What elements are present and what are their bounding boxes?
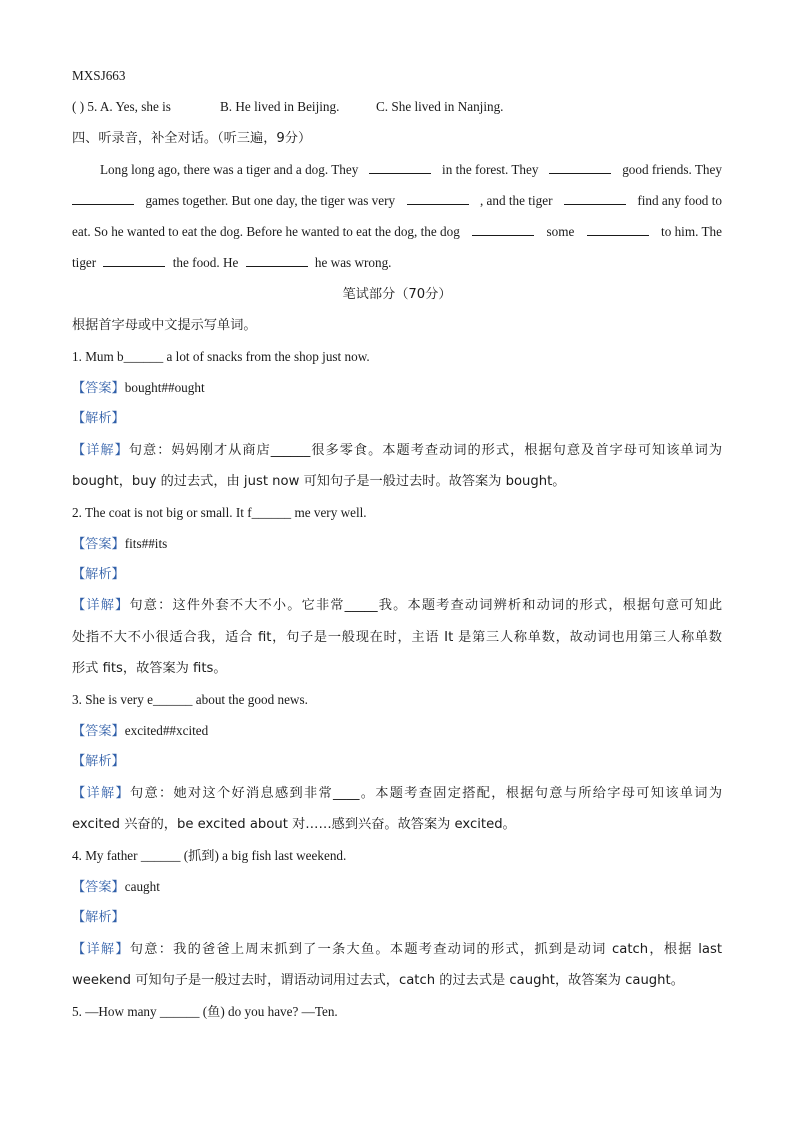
section-4-title: 四、听录音，补全对话。（听三遍，9分）: [72, 131, 312, 146]
q3-answer: 【答案】excited##xcited: [72, 723, 209, 739]
q3-analysis-label: 【解析】: [72, 754, 125, 769]
listening-q5-option-b: B. He lived in Beijing.: [220, 99, 340, 114]
q1-detail-line-2: bought，buy 的过去式，由 just now 可知句子是一般过去时。故答案为 bought。: [72, 474, 566, 489]
q4-answer: 【答案】caught: [72, 879, 160, 895]
q1-question: 1. Mum b______ a lot of snacks from the shop just now.: [72, 349, 370, 364]
q4-detail-line-1: 【详解】句意：我的爸爸上周末抓到了一条大鱼。本题考查动词的形式，抓到是动词 catch，根据 last: [72, 942, 723, 957]
blank: [472, 223, 534, 236]
q2-analysis-label: 【解析】: [72, 567, 125, 582]
blank: [72, 192, 134, 205]
q2-answer: 【答案】fits##its: [72, 536, 168, 552]
q2-detail-line-2: 处指不大不小很适合我，适合 fit，句子是一般现在时，主语 It 是第三人称单数，故动词也用第三人称单数: [72, 630, 722, 645]
passage-line-4: tiger the food. He he was wrong.: [72, 255, 392, 270]
listening-q5-stem: ( ) 5. A. Yes, she is: [72, 99, 171, 114]
passage-line-2: games together. But one day, the tiger was very , and the tiger find any food to: [72, 192, 722, 210]
q2-question: 2. The coat is not big or small. It f______ me very well.: [72, 505, 367, 520]
blank: [549, 161, 611, 174]
instruction: 根据首字母或中文提示写单词。: [72, 318, 257, 333]
q1-answer: 【答案】bought##ought: [72, 380, 205, 396]
q5-question: 5. —How many ______ (鱼) do you have? —Ten.: [72, 1004, 338, 1019]
blank: [587, 223, 649, 236]
q4-detail-line-2: weekend 可知句子是一般过去时，谓语动词用过去式，catch 的过去式是 caught，故答案为 caught。: [72, 973, 684, 988]
blank: [564, 192, 626, 205]
q1-detail-line-1: 【详解】句意：妈妈刚才从商店______很多零食。本题考查动词的形式，根据句意及首字母可知该单词为: [72, 443, 723, 458]
blank: [246, 254, 308, 267]
q2-detail-line-3: 形式 fits，故答案为 fits。: [72, 661, 227, 676]
passage-line-3: eat. So he wanted to eat the dog. Before he wanted to eat the dog, the dog some to him. The: [72, 224, 722, 239]
q4-question: 4. My father ______ (抓到) a big fish last weekend.: [72, 848, 347, 863]
q3-question: 3. She is very e______ about the good news.: [72, 692, 308, 707]
passage-line-1: Long long ago, there was a tiger and a dog. They in the forest. They good friends. They: [100, 162, 722, 177]
written-section-title: 笔试部分（70分）: [342, 287, 452, 302]
blank: [369, 161, 431, 174]
q3-detail-line-2: excited 兴奋的，be excited about 对……感到兴奋。故答案为 excited。: [72, 817, 516, 832]
header-code: MXSJ663: [72, 68, 126, 83]
q1-analysis-label: 【解析】: [72, 411, 125, 426]
q3-detail-line-1: 【详解】句意：她对这个好消息感到非常____。本题考查固定搭配，根据句意与所给字母可知该单词为: [72, 786, 723, 801]
listening-q5-option-c: C. She lived in Nanjing.: [376, 99, 504, 114]
q4-analysis-label: 【解析】: [72, 910, 125, 925]
q2-detail-line-1: 【详解】句意：这件外套不大不小。它非常_____我。本题考查动词辨析和动词的形式，根据句意可知此: [72, 598, 723, 613]
blank: [407, 192, 469, 205]
blank: [103, 254, 165, 267]
